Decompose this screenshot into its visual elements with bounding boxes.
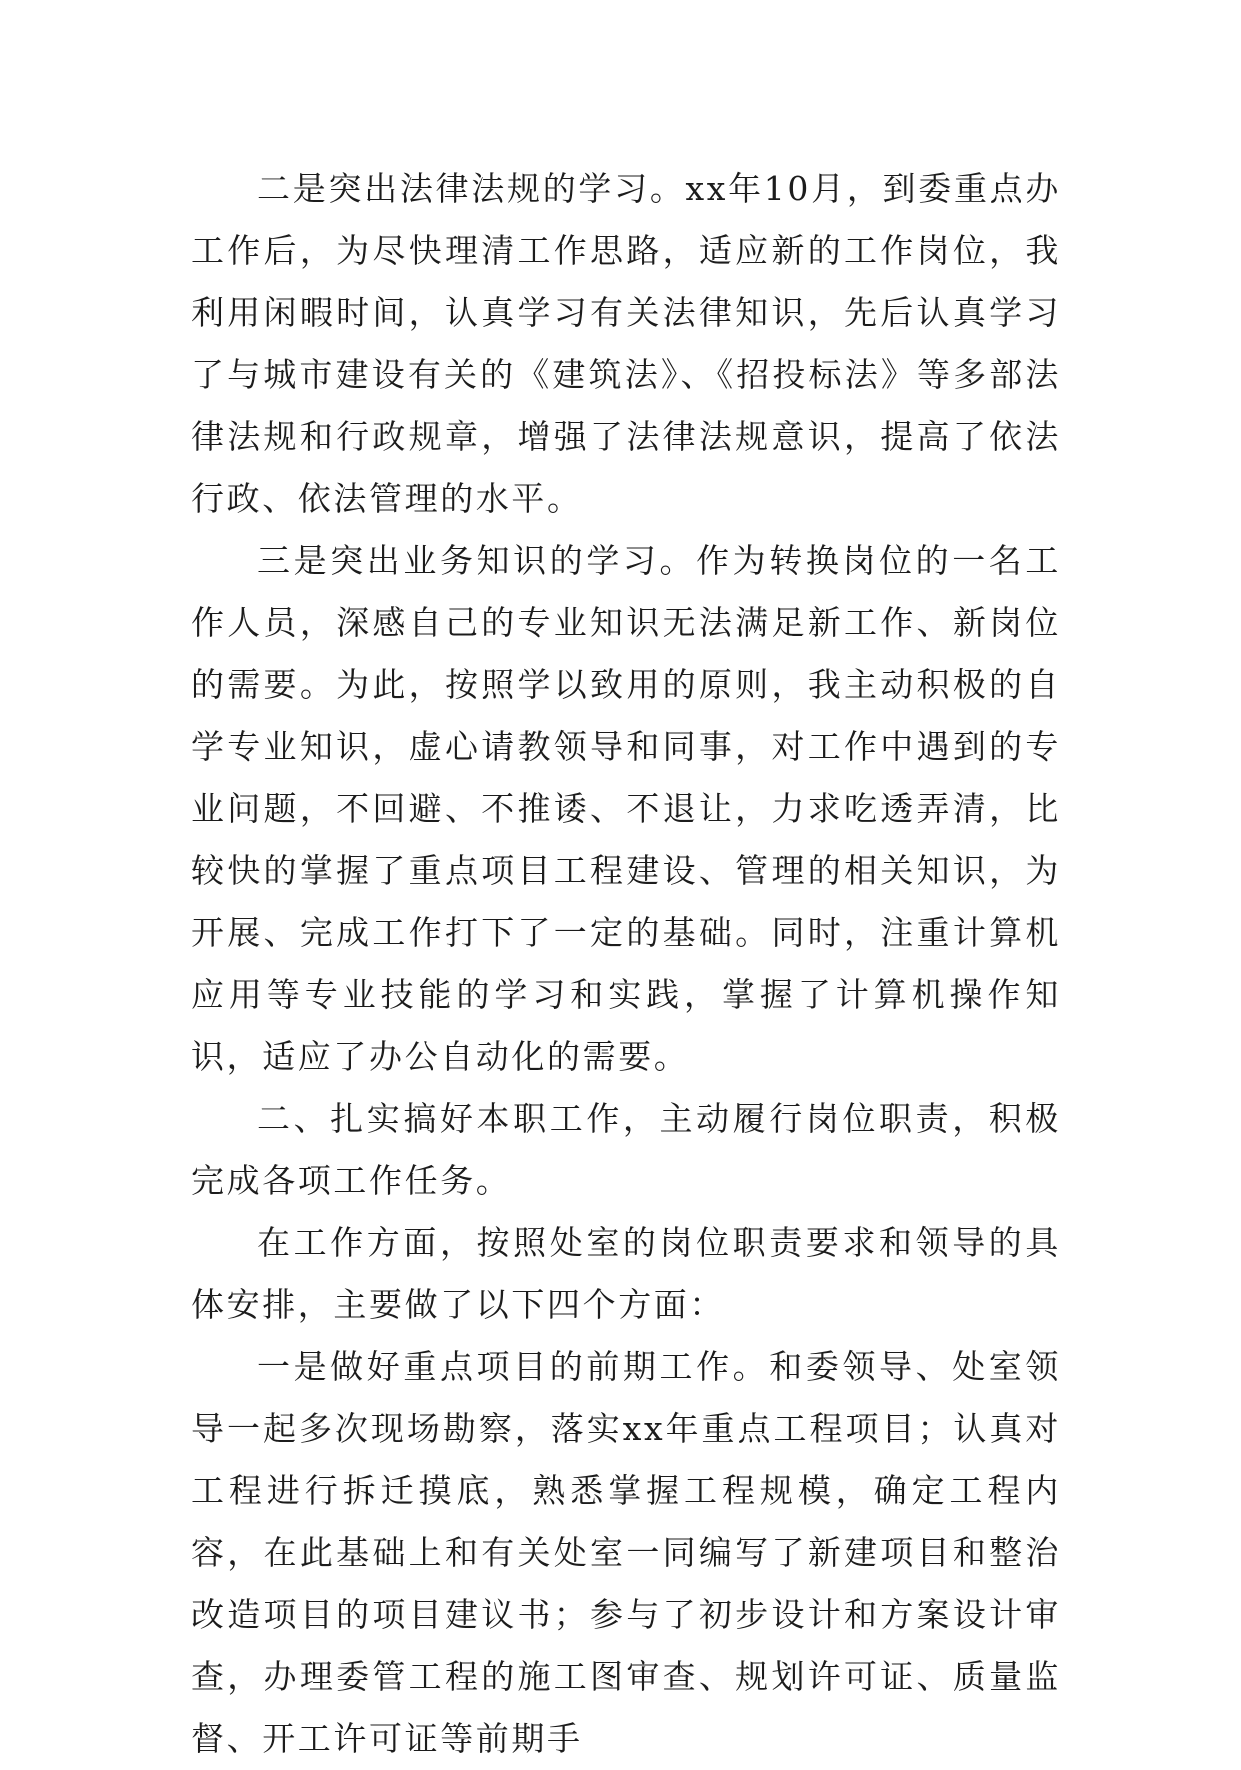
paragraph-business-study: 三是突出业务知识的学习。作为转换岗位的一名工作人员，深感自己的专业知识无法满足新工作、新岗位的需要。为此，按照学以致用的原则，我主动积极的自学专业知识，虚心请教领导和同事，对工作中遇到的专业问题，不回避、不推诿、不退让，力求吃透弄清，比较快的掌握了重点项目工程建设、管理的相关知识，为开展、完成工作打下了一定的基础。同时，注重计算机应用等专业技能的学习和实践，掌握了计算机操作知识，适应了办公自动化的需要。 [191, 541, 1061, 1076]
paragraph-preliminary-work: 一是做好重点项目的前期工作。和委领导、处室领导一起多次现场勘察，落实xx年重点工程项目；认真对工程进行拆迁摸底，熟悉掌握工程规模，确定工程内容，在此基础上和有关处室一同编写了新建项目和整治改造项目的项目建议书；参与了初步设计和方案设计审查，办理委管工程的施工图审查、规划许可证、质量监督、开工许可证等前期手 [191, 1347, 1061, 1758]
document-body [191, 158, 1061, 1770]
paragraph-legal-study: 二是突出法律法规的学习。xx年10月，到委重点办工作后，为尽快理清工作思路，适应新的工作岗位，我利用闲暇时间，认真学习有关法律知识，先后认真学习了与城市建设有关的《建筑法》、《招投标法》等多部法律法规和行政规章，增强了法律法规意识，提高了依法行政、依法管理的水平。 [191, 169, 1061, 518]
paragraph-work-intro: 在工作方面，按照处室的岗位职责要求和领导的具体安排，主要做了以下四个方面： [191, 1223, 1061, 1324]
paragraph-section-heading: 二、扎实搞好本职工作，主动履行岗位职责，积极完成各项工作任务。 [191, 1099, 1061, 1200]
